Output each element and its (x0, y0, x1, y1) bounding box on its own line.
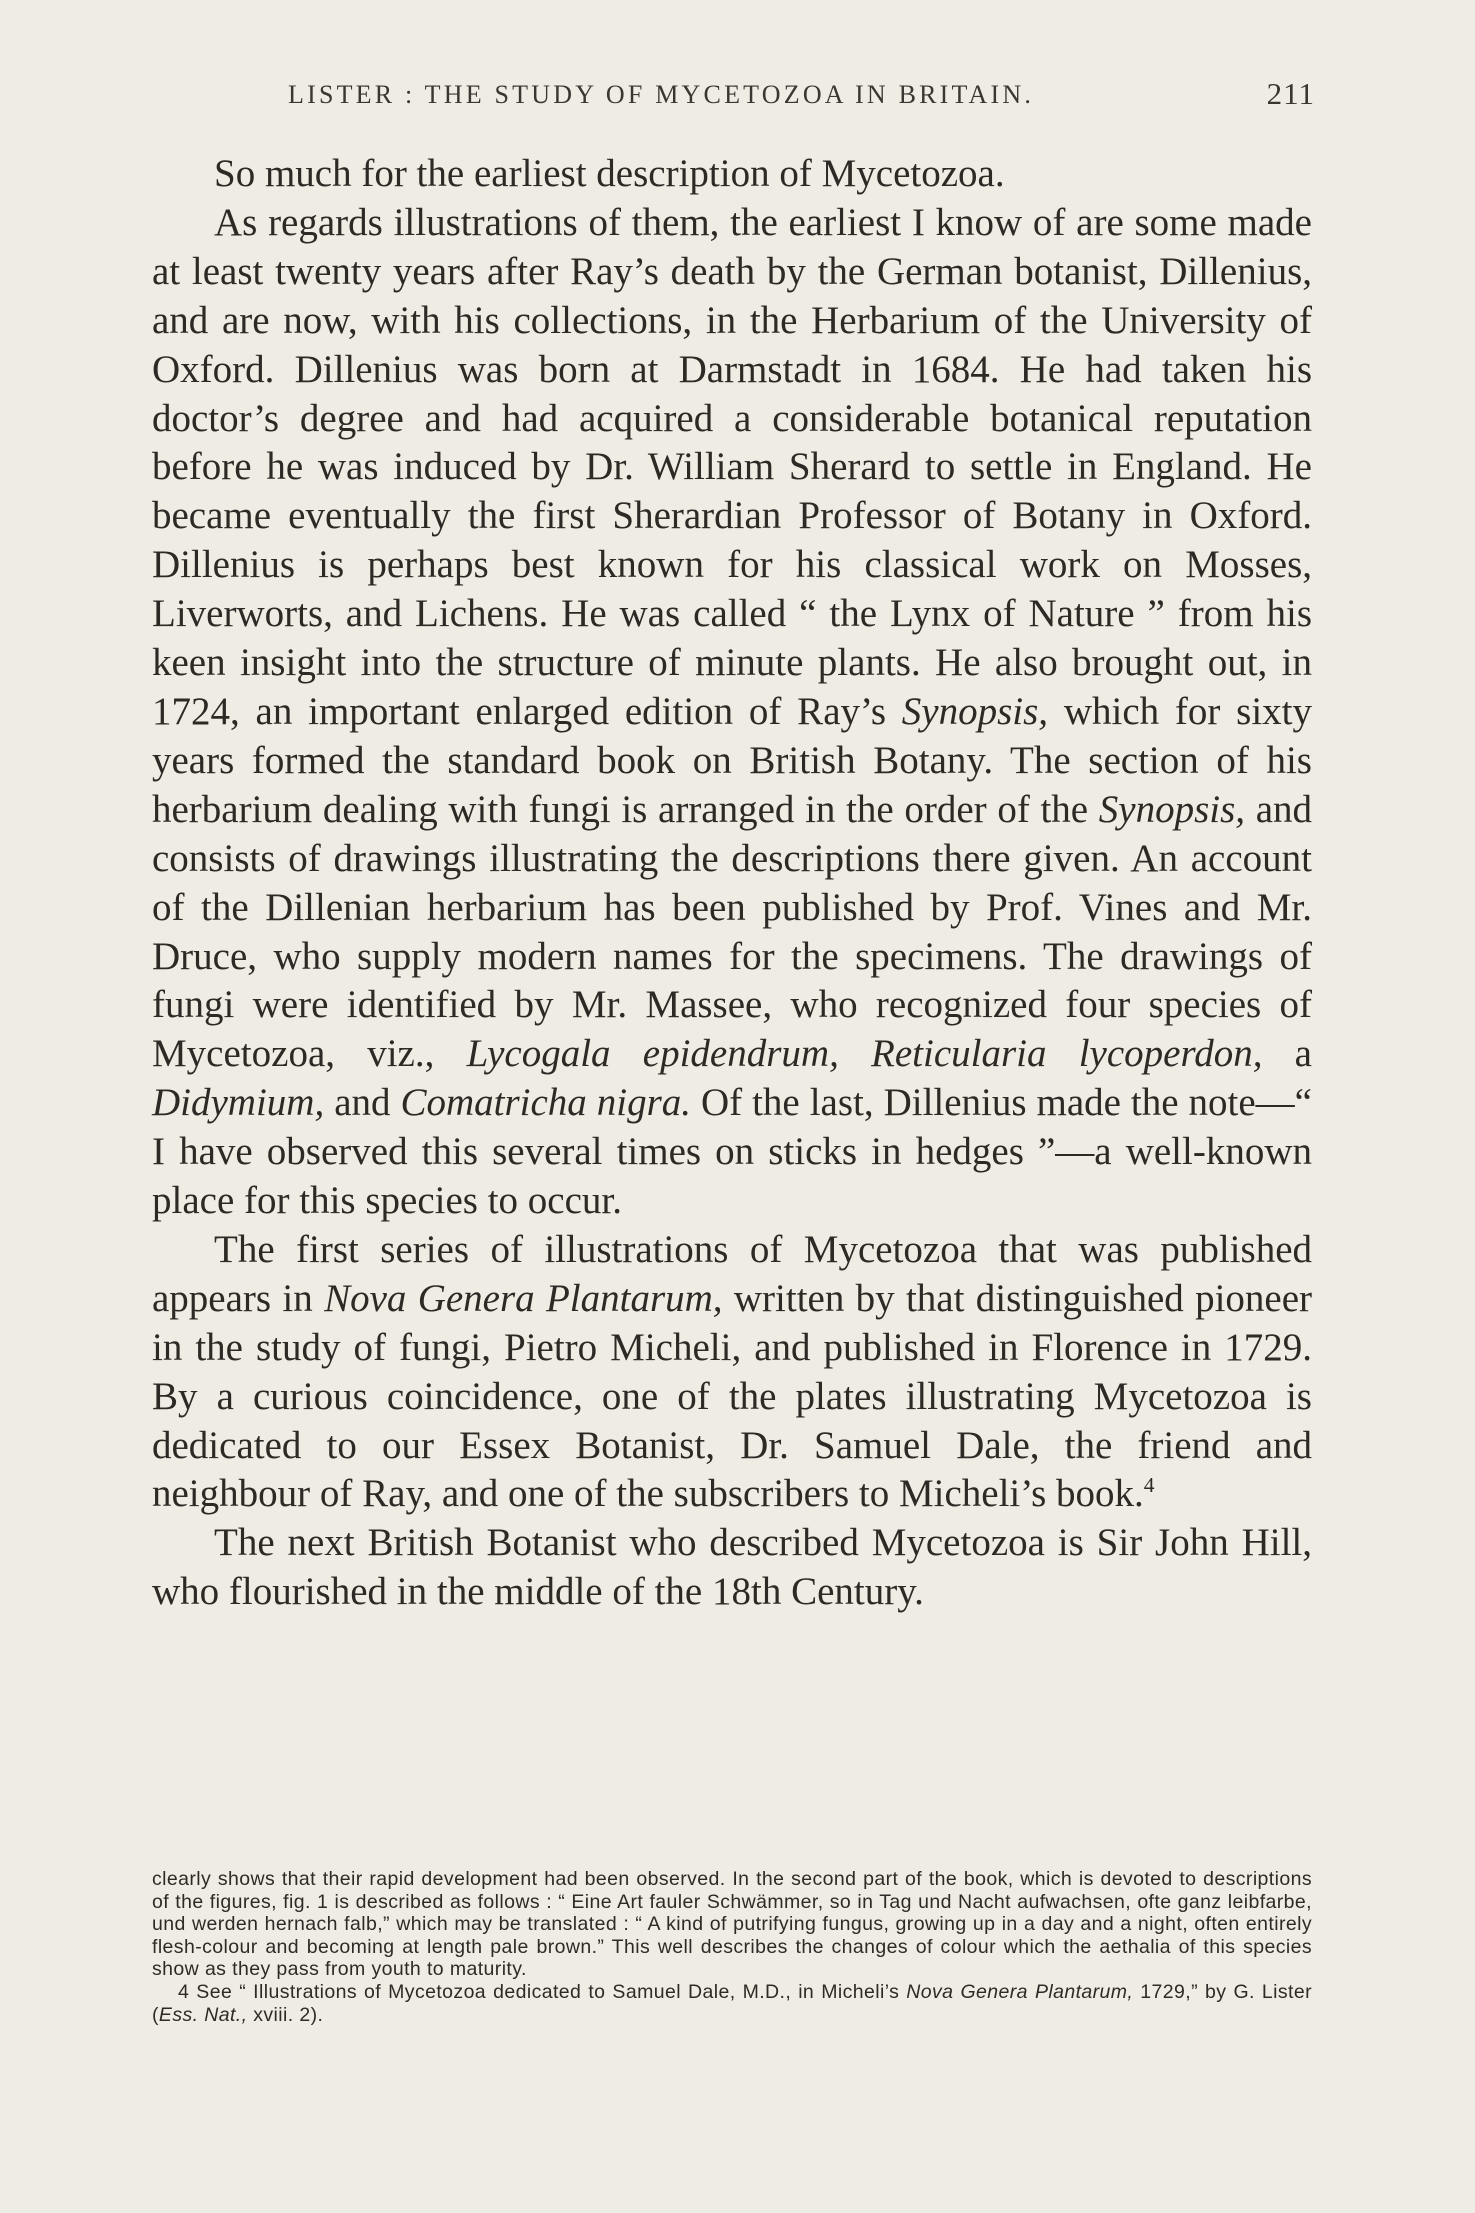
paragraph-4: The next British Botanist who described Mycetozoa is Sir John Hill, who flourished in the middle of the 18th Century. (152, 1521, 1312, 1614)
footnotes (152, 1868, 1312, 2026)
paragraph-2-text-e: and (324, 1081, 401, 1125)
running-head: LISTER : THE STUDY OF MYCETOZOA IN BRITAIN. (288, 80, 1035, 109)
footnote-4-text-b: 1729,” by G. Lister ( (152, 1980, 1313, 2026)
synopsis-title-2: Synopsis, (1098, 787, 1246, 831)
paragraph-1: So much for the earliest description of Mycetozoa. (214, 152, 1005, 195)
footnote-ref-4: 4 (1143, 1473, 1155, 1498)
footnote-continuation: clearly shows that their rapid development had been observed. In the second part of the book, which is devoted to descriptions of the figures, fig. 1 is described as follows : “ Eine Art fauler Schwämmer, so in Tag und Nacht aufwachsen, ofte ganz leibfarbe, und werden hernach falb,” which may be translated : “ A kind of putrifying fungus, growing up in a day and a night, often entirely flesh-colour and becoming at length pale brown.” This well describes the changes of colour which the aethalia of this species show as they pass from youth to maturity. (152, 1868, 1312, 1981)
paragraph-2-text-f: Of the last, Dillenius made the note—“ I have observed this several times on sticks in hedges ”—a well-known place for this species to occur. (152, 1081, 1312, 1223)
paragraph-2 (152, 199, 1312, 1226)
body-text (152, 150, 1312, 1617)
species-lycogala: Lycogala epidendrum, (466, 1032, 839, 1076)
paragraph-3 (152, 1226, 1312, 1519)
paragraph-3-text-b: written by that distinguished pioneer in the study of fungi, Pietro Micheli, and published in Florence in 1729. By a curious coincidence, one of the plates illustrating Mycetozoa is dedicated to our Essex Botanist, Dr. Samuel Dale, the friend and neighbour of Ray, and one of the subscribers to Micheli’s book. (152, 1276, 1313, 1516)
nova-genera-title: Nova Genera Plantarum, (324, 1276, 723, 1320)
species-comatricha: Comatricha nigra. (400, 1081, 692, 1125)
footnote-4-text-c: xviii. 2). (247, 2003, 324, 2026)
paragraph-2-text-a: As regards illustrations of them, the earliest I know of are some made at least twenty years after Ray’s death by the German botanist, Dillenius, and are now, with his collections, in the Herbarium of the University of Oxford. Dillenius was born at Darmstadt in 1684. He had taken his doctor’s degree and had acquired a considerable botanical reputation before he was induced by Dr. William Sherard to settle in England. He became eventually the first Sherardian Professor of Botany in Oxford. Dillenius is perhaps best known for his classical work on Mosses, Liverworts, and Lichens. He was called “ the Lynx of Nature ” from his keen insight into the structure of minute plants. He also brought out, in 1724, an important enlarged edition of Ray’s (152, 200, 1312, 733)
footnote-4-text-a: 4 See “ Illustrations of Mycetozoa dedicated to Samuel Dale, M.D., in Micheli’s (178, 1980, 907, 2003)
paragraph-3-text-a: The first series of illustrations of Mycetozoa that was published appears in (152, 1227, 1312, 1320)
species-reticularia: Reticularia lycoperdon, (871, 1032, 1263, 1076)
synopsis-title-1: Synopsis, (901, 689, 1049, 733)
paragraph-2-text-d: a (1262, 1032, 1312, 1076)
page-number: 211 (1266, 76, 1315, 111)
footnote-4 (152, 1981, 1312, 2026)
paragraph-2-text-c: and consists of drawings illustrating the descriptions there given. An account of the Dillenian herbarium has been published by Prof. Vines and Mr. Druce, who supply modern names for the specimens. The drawings of fungi were identified by Mr. Massee, who recognized four species of Mycetozoa, viz., (152, 787, 1313, 1076)
footnote-4-journal: Ess. Nat., (158, 2003, 248, 2026)
footnote-4-title: Nova Genera Plantarum, (906, 1980, 1134, 2003)
paragraph-2-text-b: which for sixty years formed the standard book on British Botany. The section of his herbarium dealing with fungi is arranged in the order of the (152, 689, 1312, 831)
species-didymium: Didymium, (152, 1081, 325, 1125)
